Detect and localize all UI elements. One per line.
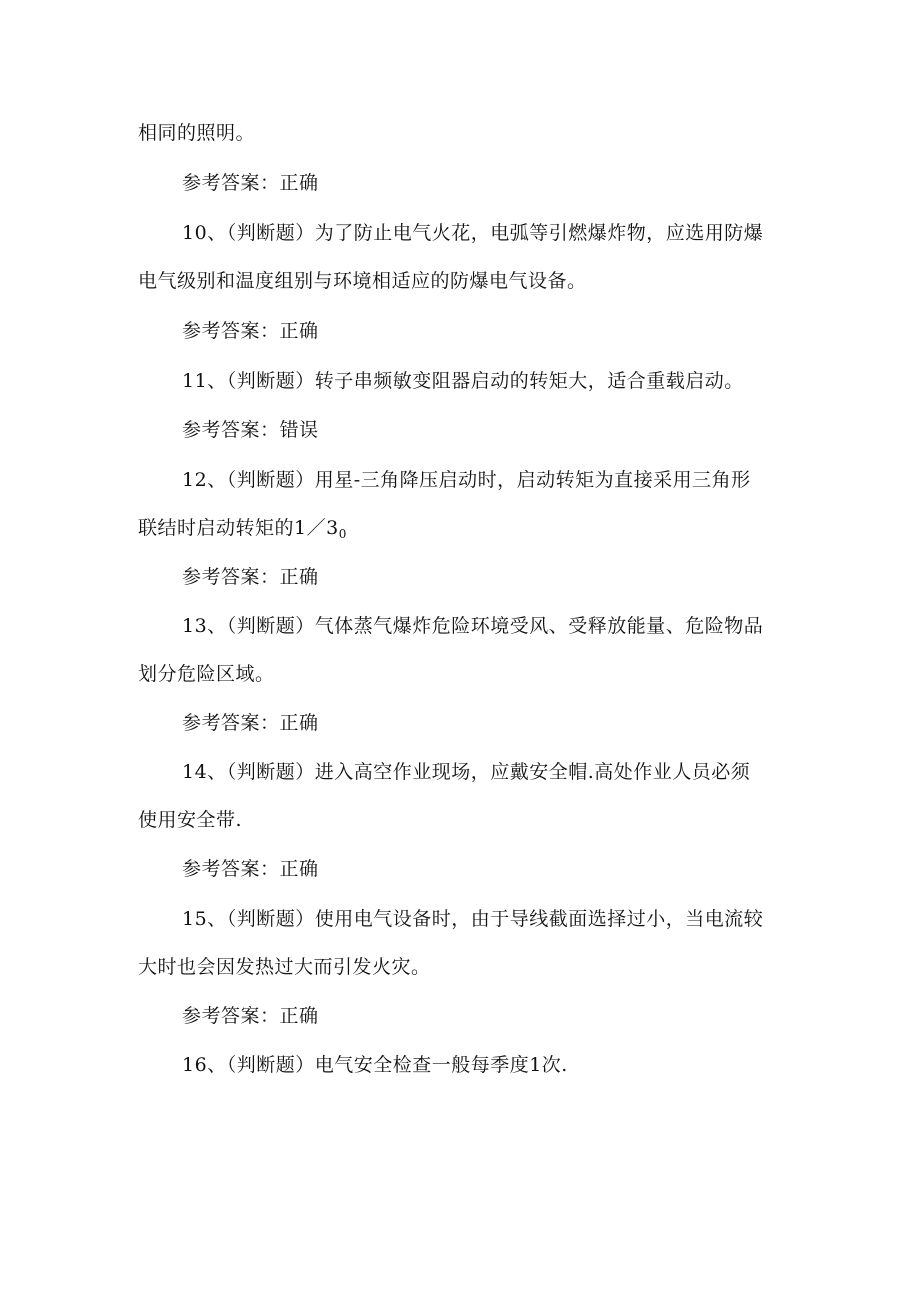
question-number: 15、 [182, 908, 227, 930]
answer-13 [182, 710, 832, 736]
answer-14 [182, 856, 832, 882]
answer-value: 正确 [279, 1005, 319, 1027]
answer-label: 参考答案： [182, 419, 280, 441]
answer-label: 参考答案： [182, 712, 280, 734]
question-text: 划分危险区域。 [138, 663, 275, 685]
answer-12 [182, 564, 832, 590]
question-11 [182, 368, 832, 394]
question-text: 电气级别和温度组别与环境相适应的防爆电气设备。 [138, 270, 587, 292]
question-text: 气体蒸气爆炸危险环境受风、受释放能量、危险物品 [314, 615, 764, 637]
question-text: 大时也会因发热过大而引发火灾。 [138, 956, 431, 978]
question-15 [182, 906, 832, 932]
question-13 [182, 613, 832, 639]
question-12-line-2 [138, 515, 788, 547]
question-text: 为了防止电气火花，电弧等引燃爆炸物，应选用防爆 [314, 222, 764, 244]
continuation-text: 相同的照明。 [138, 122, 256, 144]
question-text: 转子串频敏变阻器启动的转矩大，适合重载启动。 [314, 370, 744, 392]
question-number: 11、 [182, 370, 227, 392]
question-text: 联结时启动转矩的1／3 [138, 517, 339, 539]
question-number: 14、 [182, 761, 227, 783]
answer-value: 正确 [279, 566, 319, 588]
question-type: （判断题） [226, 222, 315, 244]
answer-value: 正确 [279, 172, 319, 194]
question-text: 电气安全检查一般每季度1次. [314, 1054, 568, 1076]
question-number: 12、 [182, 469, 227, 491]
question-10 [182, 220, 832, 246]
question-15-line-2 [138, 954, 788, 980]
question-text: 使用电气设备时，由于导线截面选择过小，当电流较 [314, 908, 764, 930]
answer-label: 参考答案： [182, 566, 280, 588]
question-text: 进入高空作业现场，应戴安全帽.高处作业人员必须 [314, 761, 751, 783]
answer-9 [182, 170, 832, 196]
answer-10 [182, 318, 832, 344]
answer-value: 错误 [279, 419, 319, 441]
question-number: 13、 [182, 615, 227, 637]
question-number: 10、 [182, 222, 227, 244]
answer-value: 正确 [279, 320, 319, 342]
question-type: （判断题） [226, 761, 315, 783]
answer-value: 正确 [279, 858, 319, 880]
question-text: 用星-三角降压启动时，启动转矩为直接采用三角形 [314, 469, 751, 491]
answer-label: 参考答案： [182, 320, 280, 342]
answer-11 [182, 417, 832, 443]
question-type: （判断题） [226, 615, 315, 637]
answer-value: 正确 [279, 712, 319, 734]
question-9-continuation [138, 120, 788, 146]
question-number: 16、 [182, 1054, 227, 1076]
question-type: （判断题） [226, 1054, 315, 1076]
question-14-line-2 [138, 807, 788, 833]
question-12 [182, 467, 832, 493]
question-type: （判断题） [226, 370, 315, 392]
question-type: （判断题） [226, 908, 315, 930]
subscript: 0 [338, 527, 347, 541]
question-text: 使用安全带. [138, 809, 243, 831]
question-16 [182, 1052, 832, 1078]
question-14 [182, 759, 832, 785]
answer-label: 参考答案： [182, 858, 280, 880]
question-type: （判断题） [226, 469, 315, 491]
answer-label: 参考答案： [182, 1005, 280, 1027]
question-10-line-2 [138, 268, 788, 294]
answer-label: 参考答案： [182, 172, 280, 194]
answer-15 [182, 1003, 832, 1029]
question-13-line-2 [138, 661, 788, 687]
